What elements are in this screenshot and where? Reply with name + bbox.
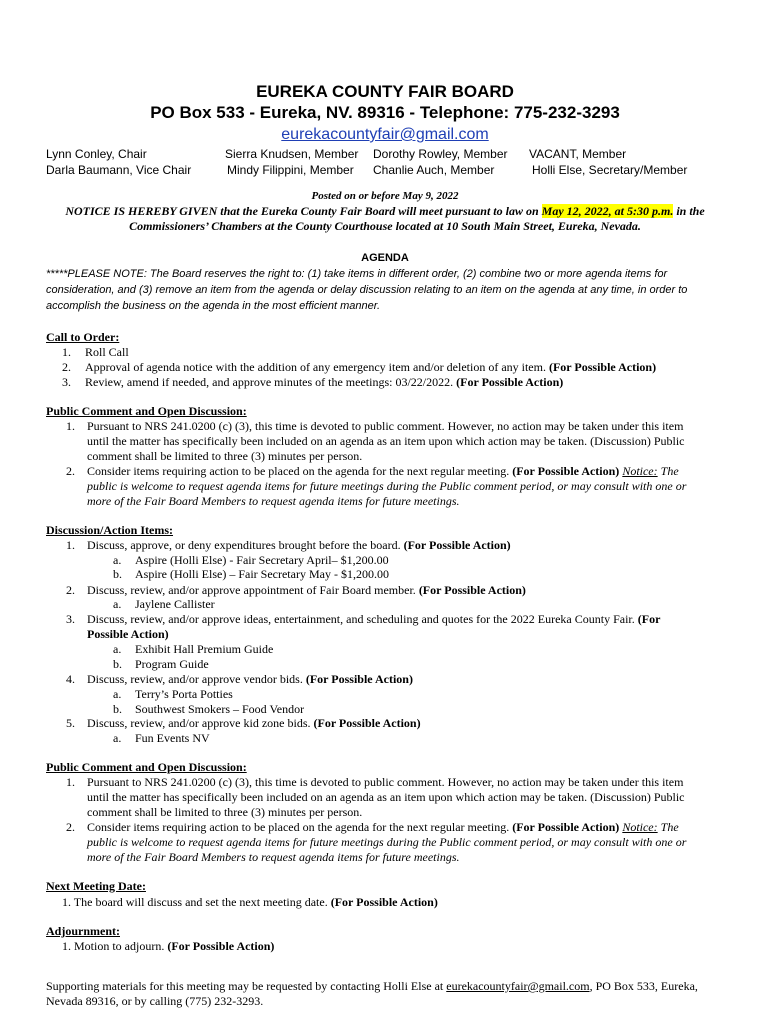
list-number: 1. <box>66 419 75 433</box>
list-item-line: until the matter has specifically been included on an agenda as an item upon which action may be taken. (Discussion) Public <box>87 790 685 804</box>
list-number: 5. <box>66 716 75 730</box>
notice-label: Notice: <box>622 464 658 478</box>
item-text: 1. Motion to adjourn. <box>62 939 168 953</box>
notice-text: The <box>657 820 679 834</box>
section-next-meeting: Next Meeting Date: <box>46 879 146 893</box>
sub-item-letter: a. <box>113 553 122 567</box>
sub-item: Exhibit Hall Premium Guide <box>135 642 274 656</box>
member-dorothy-rowley: Dorothy Rowley, Member <box>373 147 508 161</box>
sub-item-letter: b. <box>113 567 122 581</box>
list-item <box>85 375 563 390</box>
posted-date: Posted on or before May 9, 2022 <box>311 190 459 202</box>
list-item-line: Pursuant to NRS 241.0200 (c) (3), this time is devoted to public comment. However, no action may be taken under this item <box>87 775 684 789</box>
action-label: (For Possible Action) <box>330 895 438 909</box>
sub-item: Terry’s Porta Potties <box>135 687 233 701</box>
sub-item-letter: a. <box>113 687 122 701</box>
action-label: (For Possible Action) <box>313 716 421 730</box>
section-public-comment-2: Public Comment and Open Discussion: <box>46 760 247 774</box>
list-item <box>62 939 274 954</box>
list-item <box>87 612 660 627</box>
sub-item: Southwest Smokers – Food Vendor <box>135 702 305 716</box>
agenda-heading: AGENDA <box>361 252 409 264</box>
item-text: Consider items requiring action to be placed on the agenda for the next regular meeting. <box>87 820 513 834</box>
sub-item: Program Guide <box>135 657 209 671</box>
item-text: Discuss, review, and/or approve kid zone bids. <box>87 716 314 730</box>
item-text: Roll Call <box>85 345 129 359</box>
footer-line-2: Nevada 89316, or by calling (775) 232-3293. <box>46 994 264 1008</box>
section-call-to-order: Call to Order: <box>46 330 120 344</box>
sub-item-letter: a. <box>113 731 122 745</box>
agenda-note: *****PLEASE NOTE: The Board reserves the right to: (1) take items in different order, (2) combine two or more agenda items for consideration, and (3) remove an item from the agenda or delay discussion relating to an item on the agenda at any time, in order to accomplish the business on the agenda in the most efficient manner. <box>46 268 688 312</box>
member-darla-baumann: Darla Baumann, Vice Chair <box>46 163 192 177</box>
list-number: 2. <box>66 464 75 478</box>
member-lynn-conley: Lynn Conley, Chair <box>46 147 147 161</box>
item-text: Discuss, review, and/or approve appointment of Fair Board member. <box>87 583 419 597</box>
list-number: 1. <box>62 345 71 359</box>
list-number: 3. <box>62 375 71 389</box>
action-label: (For Possible Action) <box>167 939 275 953</box>
list-number: 2. <box>66 820 75 834</box>
section-adjournment: Adjournment: <box>46 924 120 938</box>
item-text: Consider items requiring action to be placed on the agenda for the next regular meeting. <box>87 464 513 478</box>
list-item-line: public is welcome to request agenda items for future meetings during the Public comment period, or may consult with one or <box>87 835 687 849</box>
sub-item-letter: b. <box>113 702 122 716</box>
list-number: 2. <box>62 360 71 374</box>
board-address: PO Box 533 - Eureka, NV. 89316 - Telephone: 775-232-3293 <box>150 103 620 122</box>
list-item <box>62 895 438 910</box>
board-email-link[interactable]: eurekacountyfair@gmail.com <box>281 126 489 143</box>
list-item-line: more of the Fair Board Members to request agenda items for future meetings. <box>87 494 460 508</box>
action-label: (For Possible Action) <box>548 360 657 374</box>
list-item-line: Pursuant to NRS 241.0200 (c) (3), this time is devoted to public comment. However, no action may be taken under this item <box>87 419 684 433</box>
notice-text-pre: NOTICE IS HEREBY GIVEN that the Eureka County Fair Board will meet pursuant to law on <box>65 204 542 218</box>
member-mindy-filippini: Mindy Filippini, Member <box>227 163 354 177</box>
list-item <box>87 672 413 687</box>
list-number: 4. <box>66 672 75 686</box>
sub-item: Fun Events NV <box>135 731 210 745</box>
list-item <box>87 820 679 835</box>
item-text: Discuss, approve, or deny expenditures brought before the board. <box>87 538 404 552</box>
action-label: (For Possible Action) <box>512 820 620 834</box>
sub-item: Jaylene Callister <box>135 597 215 611</box>
action-label: (For Possible Action) <box>418 583 526 597</box>
item-text: Discuss, review, and/or approve vendor bids. <box>87 672 306 686</box>
list-item <box>85 360 656 375</box>
footer-text: , PO Box 533, Eureka, <box>589 979 698 993</box>
action-label: (For Possible Action) <box>456 375 564 389</box>
sub-item: Aspire (Holli Else) - Fair Secretary April– $1,200.00 <box>135 553 389 567</box>
meeting-notice <box>40 204 730 234</box>
sub-item-letter: b. <box>113 657 122 671</box>
footer-text: Supporting materials for this meeting may be requested by contacting Holli Else at <box>46 979 447 993</box>
list-item-line: more of the Fair Board Members to request agenda items for future meetings. <box>87 850 460 864</box>
section-discussion-action: Discussion/Action Items: <box>46 523 174 537</box>
board-email-line <box>0 126 770 144</box>
action-label: (For <box>637 612 661 626</box>
footer-line-1 <box>46 979 698 994</box>
sub-item: Aspire (Holli Else) – Fair Secretary May - $1,200.00 <box>135 567 389 581</box>
member-sierra-knudsen: Sierra Knudsen, Member <box>225 147 359 161</box>
list-item <box>87 716 421 731</box>
item-text: Approval of agenda notice with the addition of any emergency item and/or deletion of any item. <box>85 360 549 374</box>
item-text: Discuss, review, and/or approve ideas, entertainment, and scheduling and quotes for the 2022 Eureka County Fair. <box>87 612 638 626</box>
list-item-line: comment shall be limited to three (3) minutes per person. <box>87 449 363 463</box>
action-label: (For Possible Action) <box>403 538 511 552</box>
sub-item-letter: a. <box>113 597 122 611</box>
list-item <box>87 464 679 479</box>
section-public-comment-1: Public Comment and Open Discussion: <box>46 404 247 418</box>
member-chanlie-auch: Chanlie Auch, Member <box>373 163 495 177</box>
notice-text: The <box>657 464 679 478</box>
notice-label: Notice: <box>622 820 658 834</box>
list-number: 1. <box>66 775 75 789</box>
list-item-line: public is welcome to request agenda items for future meetings during the Public comment period, or may consult with one or <box>87 479 687 493</box>
list-item <box>87 583 526 598</box>
list-item-line: comment shall be limited to three (3) minutes per person. <box>87 805 363 819</box>
board-title: EUREKA COUNTY FAIR BOARD <box>256 82 514 101</box>
list-item <box>85 345 129 360</box>
list-item-line: until the matter has specifically been included on an agenda as an item upon which action may be taken. (Discussion) Public <box>87 434 685 448</box>
member-vacant: VACANT, Member <box>529 147 627 161</box>
list-number: 1. <box>66 538 75 552</box>
notice-date-highlight: May 12, 2022, at 5:30 p.m. <box>541 204 674 218</box>
item-text: Review, amend if needed, and approve minutes of the meetings: 03/22/2022. <box>85 375 457 389</box>
list-item <box>87 538 511 553</box>
member-holli-else: Holli Else, Secretary/Member <box>532 163 688 177</box>
list-number: 3. <box>66 612 75 626</box>
item-text: 1. The board will discuss and set the next meeting date. <box>62 895 331 909</box>
action-label: Possible Action) <box>87 627 169 641</box>
action-label: (For Possible Action) <box>305 672 413 686</box>
footer-email-link[interactable]: eurekacountyfair@gmail.com <box>446 979 590 993</box>
list-number: 2. <box>66 583 75 597</box>
action-label: (For Possible Action) <box>512 464 620 478</box>
sub-item-letter: a. <box>113 642 122 656</box>
notice-text-post: in the Commissioners’ Chambers at the County Courthouse located at 10 South Main Street, Eureka, Nevada. <box>129 204 705 233</box>
